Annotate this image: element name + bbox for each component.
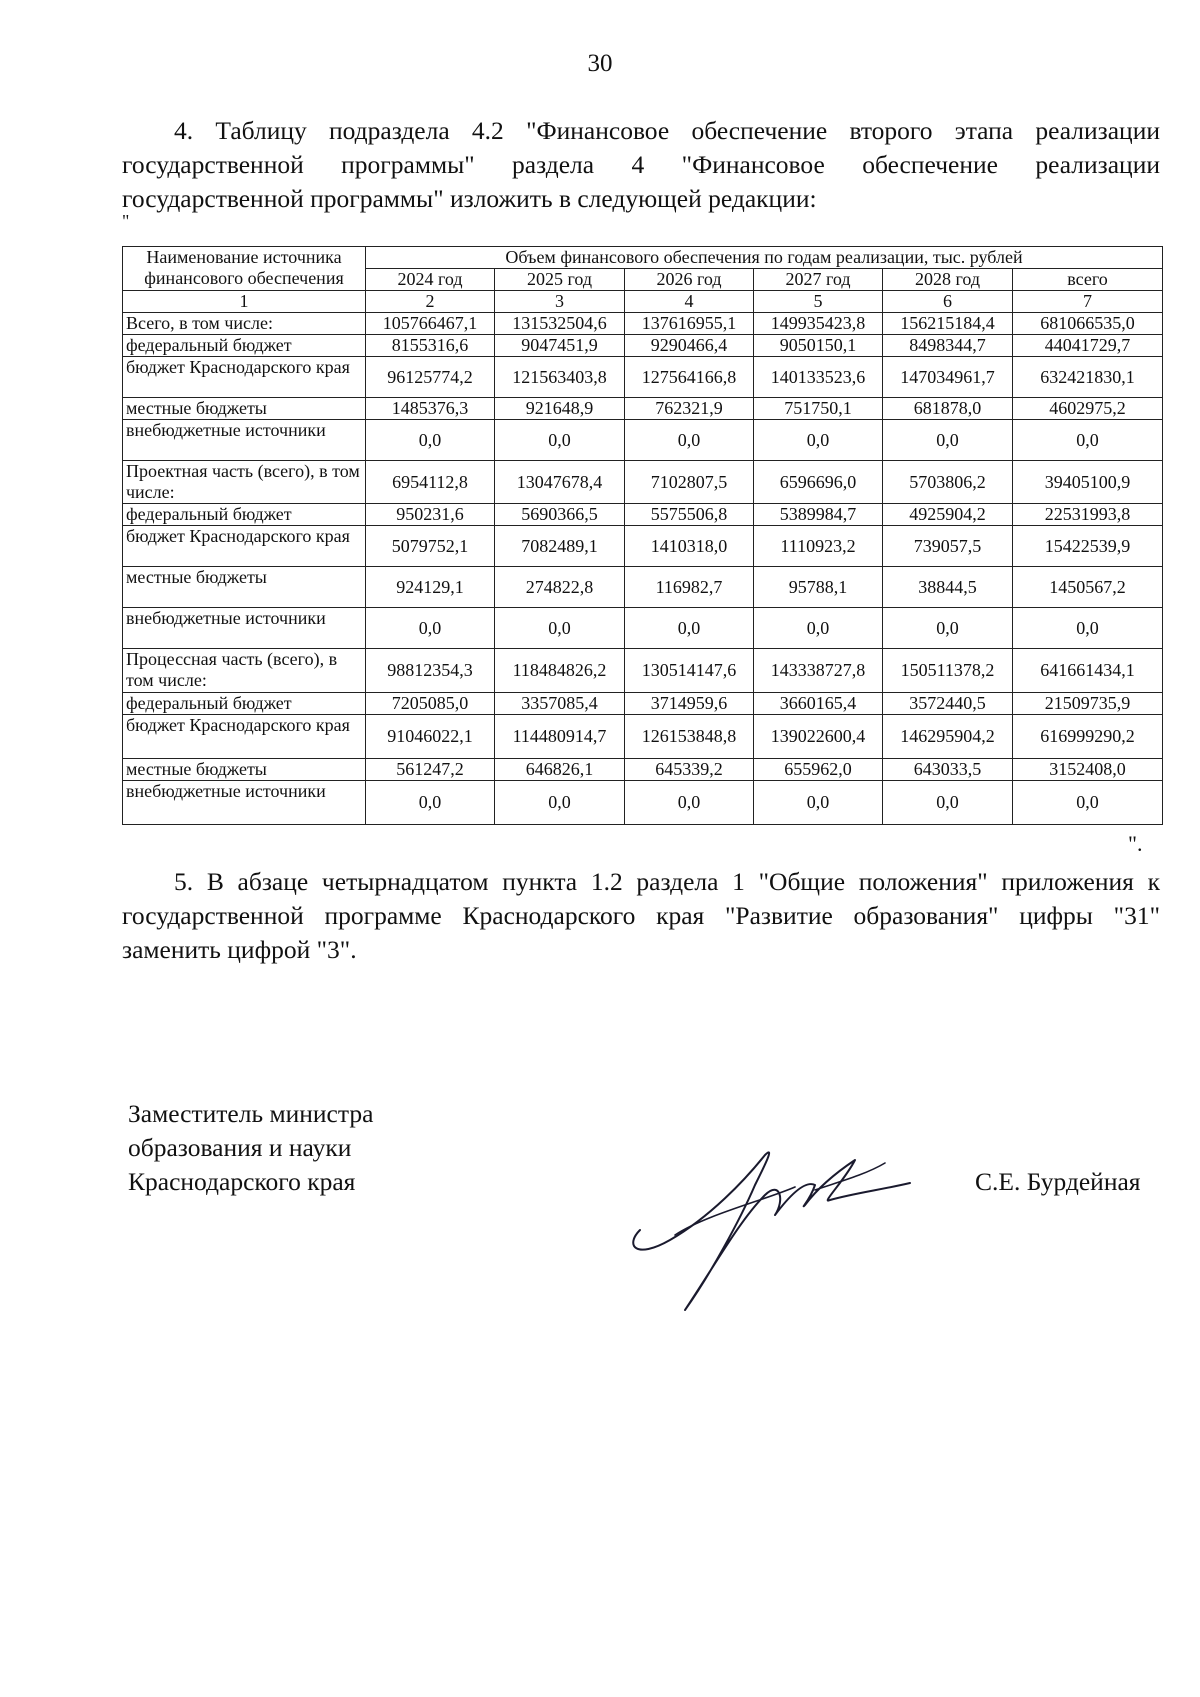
table-row (123, 781, 1163, 825)
row-value-cell: 146295904,2 (883, 715, 1013, 759)
row-value-cell: 139022600,4 (754, 715, 883, 759)
row-value-cell: 140133523,6 (754, 357, 883, 398)
row-value-cell: 95788,1 (754, 567, 883, 608)
row-value-cell: 0,0 (754, 781, 883, 825)
row-value-cell: 645339,2 (625, 759, 754, 781)
row-source-name: местные бюджеты (123, 759, 366, 781)
row-value-cell: 22531993,8 (1013, 504, 1163, 526)
table-row (123, 335, 1163, 357)
row-source-name: Процессная часть (всего), в том числе: (123, 649, 366, 693)
row-value-cell: 762321,9 (625, 398, 754, 420)
column-number: 3 (495, 291, 625, 313)
table-row (123, 649, 1163, 693)
row-value-cell: 0,0 (366, 781, 495, 825)
column-number: 4 (625, 291, 754, 313)
row-value-cell: 1485376,3 (366, 398, 495, 420)
row-value-cell: 91046022,1 (366, 715, 495, 759)
row-value-cell: 6954112,8 (366, 461, 495, 504)
row-value-cell: 7205085,0 (366, 693, 495, 715)
row-value-cell: 0,0 (625, 420, 754, 461)
column-number: 1 (123, 291, 366, 313)
row-value-cell: 98812354,3 (366, 649, 495, 693)
row-value-cell: 121563403,8 (495, 357, 625, 398)
row-value-cell: 4925904,2 (883, 504, 1013, 526)
row-value-cell: 0,0 (625, 781, 754, 825)
row-value-cell: 0,0 (1013, 608, 1163, 649)
page-number: 30 (587, 50, 613, 77)
row-value-cell: 6596696,0 (754, 461, 883, 504)
row-value-cell: 147034961,7 (883, 357, 1013, 398)
row-source-name: бюджет Краснодарского края (123, 526, 366, 567)
column-number: 2 (366, 291, 495, 313)
row-value-cell: 4602975,2 (1013, 398, 1163, 420)
closing-quote-mark: ". (1128, 831, 1143, 856)
row-value-cell: 149935423,8 (754, 313, 883, 335)
row-value-cell: 921648,9 (495, 398, 625, 420)
row-value-cell: 0,0 (1013, 781, 1163, 825)
row-value-cell: 1110923,2 (754, 526, 883, 567)
row-value-cell: 38844,5 (883, 567, 1013, 608)
row-value-cell: 3660165,4 (754, 693, 883, 715)
row-value-cell: 15422539,9 (1013, 526, 1163, 567)
row-value-cell: 681878,0 (883, 398, 1013, 420)
row-value-cell: 5703806,2 (883, 461, 1013, 504)
row-value-cell: 0,0 (883, 781, 1013, 825)
row-value-cell: 5079752,1 (366, 526, 495, 567)
row-source-name: федеральный бюджет (123, 693, 366, 715)
row-value-cell: 3152408,0 (1013, 759, 1163, 781)
opening-quote-mark: " (122, 211, 130, 231)
row-value-cell: 7082489,1 (495, 526, 625, 567)
table-row (123, 398, 1163, 420)
column-number: 6 (883, 291, 1013, 313)
row-source-name: Всего, в том числе: (123, 313, 366, 335)
row-source-name: бюджет Краснодарского края (123, 357, 366, 398)
row-source-name: Проектная часть (всего), в том числе: (123, 461, 366, 504)
row-value-cell: 44041729,7 (1013, 335, 1163, 357)
row-source-name: федеральный бюджет (123, 335, 366, 357)
row-source-name: бюджет Краснодарского края (123, 715, 366, 759)
row-value-cell: 632421830,1 (1013, 357, 1163, 398)
row-value-cell: 3714959,6 (625, 693, 754, 715)
row-value-cell: 9050150,1 (754, 335, 883, 357)
row-value-cell: 924129,1 (366, 567, 495, 608)
header-year: 2025 год (495, 269, 625, 291)
row-value-cell: 646826,1 (495, 759, 625, 781)
row-value-cell: 0,0 (495, 608, 625, 649)
row-value-cell: 7102807,5 (625, 461, 754, 504)
table-row (123, 608, 1163, 649)
row-source-name: местные бюджеты (123, 567, 366, 608)
row-value-cell: 0,0 (754, 608, 883, 649)
header-year: 2027 год (754, 269, 883, 291)
header-volume: Объем финансового обеспечения по годам реализации, тыс. рублей (366, 247, 1163, 269)
row-value-cell: 116982,7 (625, 567, 754, 608)
row-value-cell: 616999290,2 (1013, 715, 1163, 759)
paragraph-5: 5. В абзаце четырнадцатом пункта 1.2 раздела 1 "Общие положения" приложения к государственной программе Краснодарского края "Развитие образования" цифры "31" заменить цифрой "3". (122, 867, 1160, 964)
row-value-cell: 137616955,1 (625, 313, 754, 335)
row-value-cell: 0,0 (366, 420, 495, 461)
table-row (123, 313, 1163, 335)
row-value-cell: 3572440,5 (883, 693, 1013, 715)
handwritten-signature (615, 1125, 915, 1325)
table-row (123, 715, 1163, 759)
row-source-name: местные бюджеты (123, 398, 366, 420)
row-value-cell: 751750,1 (754, 398, 883, 420)
row-value-cell: 274822,8 (495, 567, 625, 608)
row-source-name: внебюджетные источники (123, 420, 366, 461)
row-value-cell: 96125774,2 (366, 357, 495, 398)
table-row (123, 461, 1163, 504)
row-value-cell: 5575506,8 (625, 504, 754, 526)
signer-title-line: Заместитель министра (128, 1099, 374, 1128)
row-value-cell: 561247,2 (366, 759, 495, 781)
row-value-cell: 114480914,7 (495, 715, 625, 759)
row-value-cell: 5389984,7 (754, 504, 883, 526)
table-header-row (123, 247, 1163, 269)
signer-title (128, 1097, 373, 1199)
header-source: Наименование источника финансового обеспечения (123, 247, 366, 291)
table-body (123, 313, 1163, 825)
row-value-cell: 655962,0 (754, 759, 883, 781)
signer-title-line: Краснодарского края (128, 1167, 356, 1196)
row-value-cell: 9047451,9 (495, 335, 625, 357)
paragraph-4: 4. Таблицу подраздела 4.2 "Финансовое обеспечение второго этапа реализации государственной программы" раздела 4 "Финансовое обеспечение реализации государственной программы" изложить в следующей редакции: (122, 116, 1160, 213)
row-source-name: федеральный бюджет (123, 504, 366, 526)
row-value-cell: 0,0 (495, 420, 625, 461)
row-value-cell: 8155316,6 (366, 335, 495, 357)
header-year: 2024 год (366, 269, 495, 291)
row-value-cell: 0,0 (495, 781, 625, 825)
row-value-cell: 0,0 (754, 420, 883, 461)
header-year: всего (1013, 269, 1163, 291)
table-row (123, 693, 1163, 715)
row-value-cell: 9290466,4 (625, 335, 754, 357)
row-value-cell: 0,0 (1013, 420, 1163, 461)
row-value-cell: 1450567,2 (1013, 567, 1163, 608)
table-row (123, 504, 1163, 526)
row-value-cell: 1410318,0 (625, 526, 754, 567)
row-value-cell: 118484826,2 (495, 649, 625, 693)
row-value-cell: 39405100,9 (1013, 461, 1163, 504)
row-value-cell: 131532504,6 (495, 313, 625, 335)
row-value-cell: 0,0 (366, 608, 495, 649)
table-row (123, 420, 1163, 461)
row-value-cell: 13047678,4 (495, 461, 625, 504)
row-value-cell: 681066535,0 (1013, 313, 1163, 335)
table-row (123, 759, 1163, 781)
header-year: 2028 год (883, 269, 1013, 291)
row-value-cell: 5690366,5 (495, 504, 625, 526)
row-value-cell: 8498344,7 (883, 335, 1013, 357)
financing-table (122, 246, 1163, 825)
row-value-cell: 0,0 (625, 608, 754, 649)
row-value-cell: 739057,5 (883, 526, 1013, 567)
row-value-cell: 950231,6 (366, 504, 495, 526)
table-row (123, 567, 1163, 608)
row-value-cell: 130514147,6 (625, 649, 754, 693)
signer-name: С.Е. Бурдейная (975, 1167, 1141, 1196)
row-value-cell: 126153848,8 (625, 715, 754, 759)
row-value-cell: 156215184,4 (883, 313, 1013, 335)
row-value-cell: 21509735,9 (1013, 693, 1163, 715)
signer-title-line: образования и науки (128, 1133, 352, 1162)
row-value-cell: 0,0 (883, 420, 1013, 461)
row-value-cell: 641661434,1 (1013, 649, 1163, 693)
row-value-cell: 150511378,2 (883, 649, 1013, 693)
row-value-cell: 3357085,4 (495, 693, 625, 715)
row-value-cell: 643033,5 (883, 759, 1013, 781)
table-column-numbers-row (123, 291, 1163, 313)
row-value-cell: 143338727,8 (754, 649, 883, 693)
table-row (123, 357, 1163, 398)
row-value-cell: 127564166,8 (625, 357, 754, 398)
row-source-name: внебюджетные источники (123, 608, 366, 649)
column-number: 5 (754, 291, 883, 313)
row-value-cell: 0,0 (883, 608, 1013, 649)
header-year: 2026 год (625, 269, 754, 291)
row-value-cell: 105766467,1 (366, 313, 495, 335)
row-source-name: внебюджетные источники (123, 781, 366, 825)
table-row (123, 526, 1163, 567)
column-number: 7 (1013, 291, 1163, 313)
